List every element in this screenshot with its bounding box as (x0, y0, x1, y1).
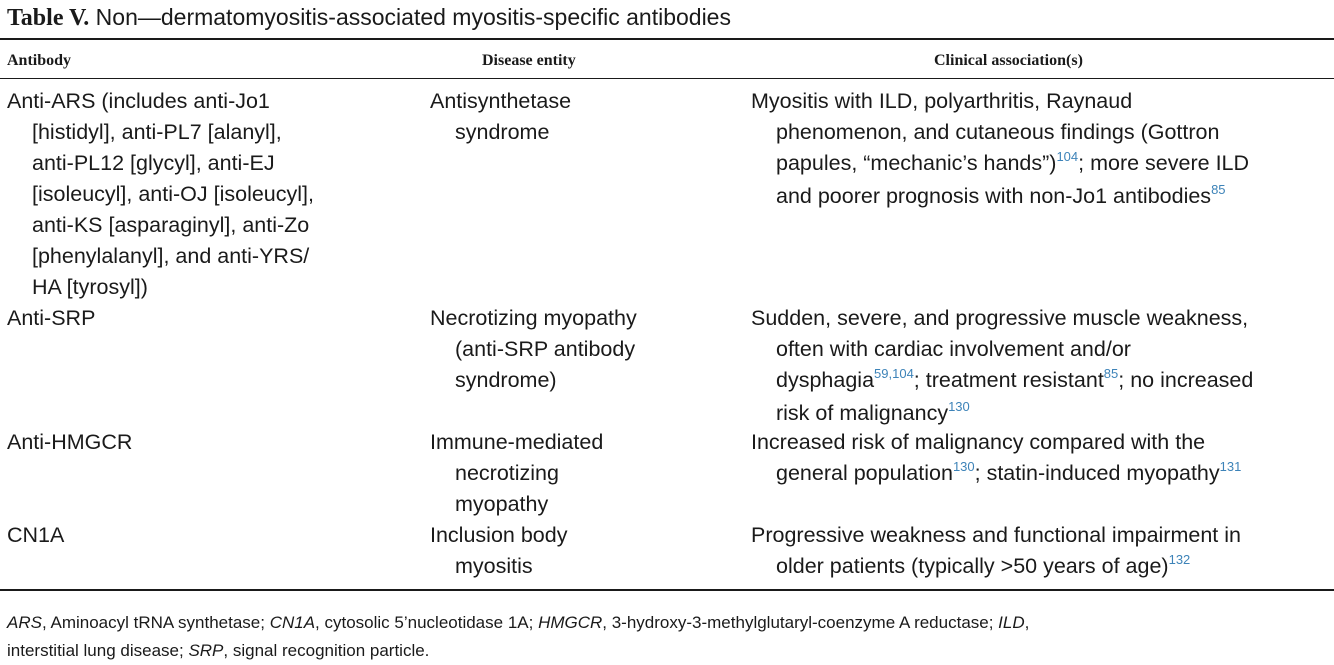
bottom-rule (0, 589, 1334, 591)
abbr-term: ILD (998, 613, 1025, 632)
abbr-definition: , (1024, 613, 1030, 632)
table-label: Table V. (7, 5, 90, 31)
antibody-line: Anti-HMGCR (7, 430, 133, 454)
abbr-term: ARS (7, 613, 42, 632)
row-anti-srp-antibody (7, 303, 95, 334)
row-anti-hmgcr-clinical (751, 427, 1241, 491)
clinical-text: general population (776, 461, 953, 485)
abbr-term: SRP (188, 641, 224, 660)
header-rule (0, 78, 1334, 79)
clinical-line (751, 365, 1253, 398)
footnote-line (7, 609, 1327, 637)
antibody-line: [phenylalanyl], and anti-YRS/ (32, 244, 310, 268)
clinical-text: papules, “mechanic’s hands”) (776, 151, 1057, 175)
disease-line: Antisynthetase (430, 89, 572, 113)
reference-link[interactable]: 130 (952, 459, 975, 474)
table-caption: Non—dermatomyositis-associated myositis-specific antibodies (95, 4, 731, 30)
reference-link[interactable]: 132 (1168, 552, 1191, 567)
clinical-line (751, 458, 1241, 491)
clinical-text: ; no increased (1118, 368, 1254, 392)
clinical-line: Sudden, severe, and progressive muscle weakness, (751, 306, 1249, 330)
clinical-line: phenomenon, and cutaneous findings (Gottron (776, 120, 1220, 144)
table-footnote (7, 609, 1327, 665)
footnote-line (7, 637, 1327, 665)
row-cn1a-clinical (751, 520, 1241, 584)
antibody-line: [isoleucyl], anti-OJ [isoleucyl], (32, 182, 314, 206)
header-disease-entity: Disease entity (482, 52, 576, 69)
clinical-text: risk of malignancy (776, 401, 949, 425)
disease-line: Immune-mediated (430, 430, 604, 454)
row-cn1a-antibody (7, 520, 64, 551)
disease-line: syndrome) (455, 368, 557, 392)
abbr-definition: , Aminoacyl tRNA synthetase; (41, 613, 270, 632)
clinical-line (751, 551, 1241, 584)
clinical-line: Myositis with ILD, polyarthritis, Raynaud (751, 89, 1133, 113)
reference-link[interactable]: 130 (948, 399, 970, 414)
reference-link[interactable]: 85 (1211, 182, 1226, 197)
clinical-line: Increased risk of malignancy compared with the (751, 430, 1206, 454)
row-anti-ars-disease (430, 86, 571, 148)
antibody-line: anti-KS [asparaginyl], anti-Zo (32, 213, 310, 237)
clinical-text: ; more severe ILD (1078, 151, 1250, 175)
header-clinical-associations: Clinical association(s) (934, 52, 1083, 69)
header-antibody: Antibody (7, 52, 72, 69)
row-anti-ars-clinical (751, 86, 1249, 214)
disease-line: necrotizing (455, 461, 559, 485)
antibody-line: Anti-ARS (includes anti-Jo1 (7, 89, 270, 113)
abbr-definition: , 3-hydroxy-3-methylglutaryl-coenzyme A reductase; (602, 613, 999, 632)
reference-link[interactable]: 131 (1219, 459, 1242, 474)
row-cn1a-disease (430, 520, 567, 582)
disease-line: myositis (455, 554, 533, 578)
row-anti-ars-antibody (7, 86, 314, 303)
row-anti-srp-disease (430, 303, 637, 396)
disease-line: myopathy (455, 492, 549, 516)
reference-link[interactable]: 104 (1056, 149, 1079, 164)
abbr-term: HMGCR (538, 613, 603, 632)
row-anti-hmgcr-antibody (7, 427, 132, 458)
disease-line: Necrotizing myopathy (430, 306, 637, 330)
reference-link[interactable]: 85 (1103, 366, 1119, 381)
disease-line: Inclusion body (430, 523, 568, 547)
clinical-line (751, 181, 1249, 214)
antibody-line: Anti-SRP (7, 306, 96, 330)
disease-line: (anti-SRP antibody (455, 337, 636, 361)
table-title (7, 2, 731, 33)
clinical-text: ; statin-induced myopathy (974, 461, 1220, 485)
antibody-line: HA [tyrosyl]) (32, 275, 148, 299)
antibody-line: anti-PL12 [glycyl], anti-EJ (32, 151, 275, 175)
clinical-line: Progressive weakness and functional impairment in (751, 523, 1241, 547)
clinical-line (751, 148, 1249, 181)
clinical-text: ; treatment resistant (913, 368, 1104, 392)
antibody-line: CN1A (7, 523, 65, 547)
abbr-definition: , cytosolic 5’nucleotidase 1A; (315, 613, 539, 632)
clinical-line: often with cardiac involvement and/or (776, 337, 1131, 361)
reference-link[interactable]: 59,104 (874, 366, 914, 381)
clinical-text: and poorer prognosis with non-Jo1 antibodies (776, 184, 1212, 208)
clinical-text: dysphagia (776, 368, 875, 392)
antibody-line: [histidyl], anti-PL7 [alanyl], (32, 120, 282, 144)
disease-line: syndrome (455, 120, 550, 144)
row-anti-hmgcr-disease (430, 427, 603, 520)
row-anti-srp-clinical (751, 303, 1253, 431)
abbr-definition: , signal recognition particle. (223, 641, 430, 660)
abbr-definition: interstitial lung disease; (7, 641, 189, 660)
abbr-term: CN1A (269, 613, 316, 632)
top-rule (0, 38, 1334, 40)
clinical-text: older patients (typically >50 years of age) (776, 554, 1169, 578)
